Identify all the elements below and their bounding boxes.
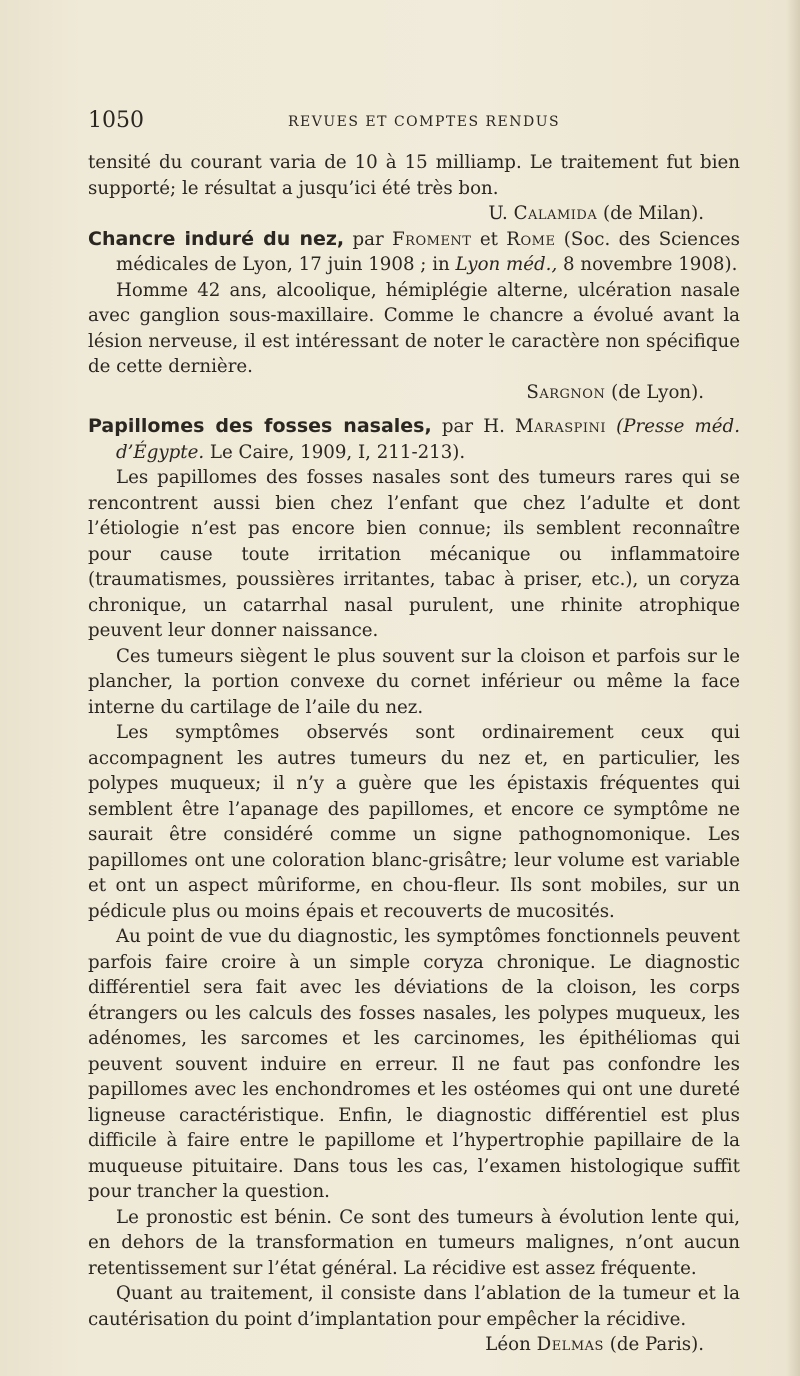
signature-initial: U. [488, 203, 508, 224]
article-by: par [352, 228, 384, 250]
citation: Le Caire, 1909, I, 211-213). [209, 441, 466, 463]
article-heading-chancre [88, 227, 740, 278]
body-paragraph: Le pronostic est bénin. Ce sont des tumeurs à évolution lente qui, en dehors de la transformation en tumeurs malignes, n’ont aucun retentissement sur l’état général. La récidive est assez fréquente. [88, 1206, 740, 1279]
body-paragraph: Les symptômes observés sont ordinairement ceux qui accompagnent les autres tumeurs du nez et, en particulier, les polypes muqueux; il n’y a guère que les épistaxis fréquentes qui semblent être l’apanage des papillomes, et encore ce symptôme ne saurait être considéré comme un signe pathognomonique. Les papillomes ont une coloration blanc-grisâtre; leur volume est variable et ont un aspect mûriforme, en chou-fleur. Ils sont mobiles, sur un pédicule plus ou moins épais et recouverts de mucosités. [88, 722, 740, 922]
body-paragraph: Au point de vue du diagnostic, les symptômes fonctionnels peuvent parfois faire croire à un simple coryza chronique. Le diagnostic différentiel sera fait avec les déviations de la cloison, les corps étrangers ou les calculs des fosses nasales, les polypes muqueux, les adénomes, les sarcomes et les carcinomes, les épithéliomas qui peuvent souvent induire en erreur. Il ne faut pas confondre les papillomes avec les enchondromes et les ostéomes qui ont une dureté ligneuse caractéristique. Enfin, le diagnostic différentiel est plus difficile à faire entre le papillome et l’hypertrophie papillaire de la muqueuse pituitaire. Dans tous les cas, l’examen histologique suffit pour trancher la question. [88, 926, 740, 1202]
article-by: par H. [441, 416, 505, 437]
citation-end: 8 novembre 1908). [563, 254, 738, 275]
article-title: Papillomes des fosses nasales, [88, 415, 432, 437]
signature-name: Calamida [513, 203, 598, 224]
body-paragraph: Homme 42 ans, alcoolique, hémiplégie alterne, ulcération nasale avec ganglion sous-maxillaire. Comme le chancre a évolué avant la lésion nerveuse, il est intéressant de noter le caractère non spécifique de cette dernière. [88, 279, 740, 377]
signature-sargnon [88, 380, 740, 406]
conjunction: et [479, 228, 498, 250]
signature-place: (de Paris). [609, 1334, 704, 1355]
signature-place: (de Milan). [603, 203, 704, 224]
signature-name: Sargnon [526, 381, 606, 403]
citation: (Soc. des Sciences médicales de Lyon, 17 juin 1908 ; in [116, 228, 740, 275]
journal-name: (Presse méd. d’Égypte. [116, 416, 740, 463]
signature-calamida [88, 201, 740, 227]
page-body [88, 150, 740, 1358]
continuation-text: tensité du courant varia de 10 à 15 milliamp. Le traitement fut bien supporté; le résultat a jusqu’ici été très bon. [88, 152, 740, 199]
running-title: REVUES ET COMPTES RENDUS [288, 114, 561, 130]
body-paragraph: Quant au traitement, il consiste dans l’ablation de la tumeur et la cautérisation du point d’implantation pour empêcher la récidive. [88, 1283, 740, 1330]
signature-place: (de Lyon). [611, 381, 704, 403]
author-name: Maraspini [515, 416, 607, 437]
journal-name: Lyon méd., [455, 254, 558, 275]
body-paragraph: Les papillomes des fosses nasales sont des tumeurs rares qui se rencontrent aussi bien chez l’enfant que chez l’adulte et dont l’étiologie n’est pas encore bien connue; ils semblent reconnaître pour cause toute irritation mécanique ou inflammatoire (traumatismes, poussières irritantes, tabac à priser, etc.), un coryza chronique, un catarrhal nasal purulent, une rhinite atrophique peuvent leur donner naissance. [88, 467, 740, 641]
signature-delmas [88, 1332, 740, 1358]
signature-name: Delmas [536, 1334, 604, 1355]
signature-first-name: Léon [485, 1334, 531, 1355]
page-header [88, 104, 748, 144]
body-paragraph: Ces tumeurs siègent le plus souvent sur la cloison et parfois sur le plancher, la portion convexe du cornet inférieur ou même la face interne du cartilage de l’aile du nez. [88, 645, 740, 718]
author-name: Froment [392, 228, 472, 250]
page-number: 1050 [88, 108, 144, 133]
article-heading-papillomes [88, 414, 740, 465]
article-title: Chancre induré du nez, [88, 227, 345, 250]
author-name: Rome [506, 228, 556, 250]
